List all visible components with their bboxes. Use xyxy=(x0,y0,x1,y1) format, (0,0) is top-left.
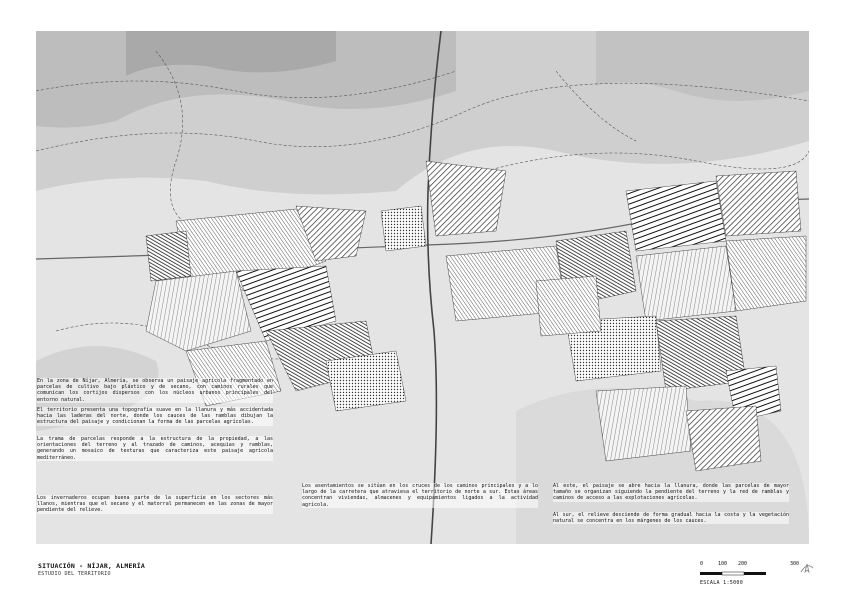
text-block-left-1: En la zona de Níjar, Almería, se observa un paisaje agrícola fragmentado en parcelas de cultivo bajo plástico y de secano, con caminos rurales que comunican los cortijos dispersos con los núcleos urbanos principales del entorno natural. xyxy=(37,378,273,403)
scale-tick-100: 100 xyxy=(718,561,728,567)
scale-bar xyxy=(700,561,812,581)
scale-caption: ESCALA 1:5000 xyxy=(700,580,744,586)
text-block-left-3: La trama de parcelas responde a la estructura de la propiedad, a las orientaciones del terreno y al trazado de caminos, acequias y ramblas, generando un mosaico de texturas que caracteriza este paisaje agrícola mediterráneo. xyxy=(37,436,273,461)
scale-tick-200: 200 xyxy=(738,561,748,567)
map-drawing xyxy=(36,31,809,544)
text-block-right-2: Al sur, el relieve desciende de forma gradual hacia la costa y la vegetación natural se concentra en los márgenes de los cauces. xyxy=(553,512,789,525)
scale-tick-0: 0 xyxy=(700,561,704,567)
north-arrow-icon xyxy=(798,560,816,578)
topographic-map[interactable] xyxy=(36,31,809,544)
text-block-left-4: Los invernaderos ocupan buena parte de la superficie en los sectores más llanos, mientras que el secano y el matorral permanecen en las zonas de mayor pendiente del relieve. xyxy=(37,495,273,514)
sheet-title: SITUACIÓN - NÍJAR, ALMERÍA xyxy=(38,562,145,570)
text-block-middle: Los asentamientos se sitúan en los cruces de los caminos principales y a lo largo de la carretera que atraviesa el territorio de norte a sur. Estas áreas concentran viviendas, almacenes y equipamientos ligados a la actividad agrícola. xyxy=(302,483,538,508)
scale-tick-300: 300 xyxy=(790,561,800,567)
text-block-left-2: El territorio presenta una topografía suave en la llanura y más accidentada hacia las laderas del norte, donde los cauces de las ramblas dibujan la estructura del paisaje y condicionan la forma de las parcelas agrícolas. xyxy=(37,407,273,426)
text-block-right-1: Al este, el paisaje se abre hacia la llanura, donde las parcelas de mayor tamaño se organizan siguiendo la pendiente del terreno y la red de ramblas y caminos de acceso a las explotaciones agrícolas. xyxy=(553,483,789,502)
sheet-subtitle: ESTUDIO DEL TERRITORIO xyxy=(38,571,111,577)
